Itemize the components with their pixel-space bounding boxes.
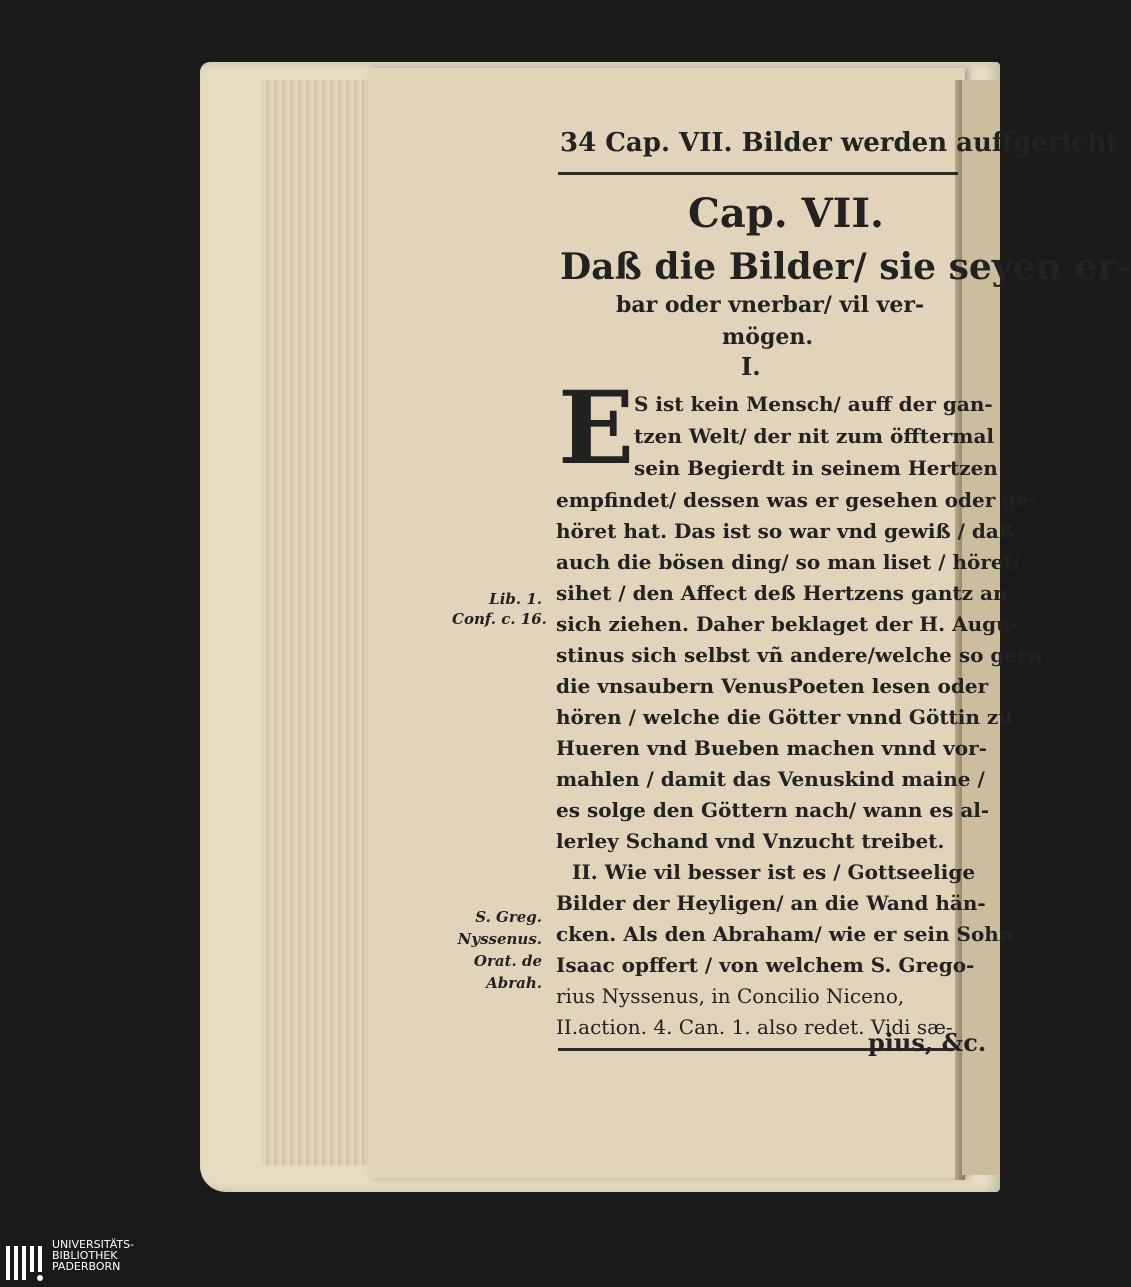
library-logo-mark-icon: [6, 1244, 46, 1284]
margin-note-2-line: Abrah.: [486, 974, 542, 992]
body-line: auch die bösen ding/ so man liset / höret/: [556, 550, 1021, 574]
chapter-title-line-2: bar oder vnerbar/ vil ver-: [616, 292, 925, 318]
body-line: cken. Als den Abraham/ wie er sein Sohn: [556, 922, 1014, 946]
drop-cap: E: [558, 369, 635, 487]
body-line: tzen Welt/ der nit zum öfftermal: [634, 424, 995, 448]
body-line: Hueren vnd Bueben machen vnnd vor-: [556, 736, 987, 760]
body-line: hören / welche die Götter vnnd Göttin zu: [556, 705, 1013, 729]
library-name: [52, 1239, 134, 1272]
body-line: empfindet/ dessen was er gesehen oder ge-: [556, 488, 1038, 512]
body-line: sich ziehen. Daher beklaget der H. Augu-: [556, 612, 1019, 636]
library-name-line: UNIVERSITÄTS-: [52, 1238, 135, 1251]
body-line: es solge den Göttern nach/ wann es al-: [556, 798, 990, 822]
running-header: 34 Cap. VII. Bilder werden auffgericht: [560, 128, 1119, 158]
chapter-heading: Cap. VII.: [688, 190, 884, 237]
body-line: Bilder der Heyligen/ an die Wand hän-: [556, 891, 986, 915]
chapter-title-line-3: mögen.: [722, 324, 813, 350]
body-line: mahlen / damit das Venuskind maine /: [556, 767, 985, 791]
section-numeral: I.: [741, 352, 761, 381]
body-line: II.action. 4. Can. 1. also redet. Vidi sæ-: [556, 1015, 953, 1039]
body-line: sihet / den Affect deß Hertzens gantz an: [556, 581, 1008, 605]
margin-note-2-line: S. Greg.: [475, 908, 542, 926]
page-edges: [262, 80, 382, 1165]
body-line: stinus sich selbst vñ andere/welche so gern: [556, 643, 1043, 667]
margin-note-2-line: Nyssenus.: [457, 930, 542, 948]
header-rule: [558, 172, 958, 175]
margin-note-1-line: Conf. c. 16.: [452, 610, 547, 628]
margin-note-1-line: Lib. 1.: [489, 590, 542, 608]
body-line: Isaac opffert / von welchem S. Grego-: [556, 953, 975, 977]
catchword: pius, &c.: [868, 1028, 987, 1057]
body-line: S ist kein Mensch/ auff der gan-: [634, 392, 993, 416]
body-line: die vnsaubern VenusPoeten lesen oder: [556, 674, 989, 698]
chapter-title-line-1: Daß die Bilder/ sie seyen er-: [560, 246, 1131, 288]
body-line: rius Nyssenus, in Concilio Niceno,: [556, 984, 905, 1008]
body-line: höret hat. Das ist so war vnd gewiß / daß: [556, 519, 1015, 543]
body-line: sein Begierdt in seinem Hertzen: [634, 456, 998, 480]
library-name-line: BIBLIOTHEK: [52, 1249, 118, 1262]
margin-note-2-line: Orat. de: [473, 952, 542, 970]
body-line: lerley Schand vnd Vnzucht treibet.: [556, 829, 945, 853]
library-name-line: PADERBORN: [52, 1260, 121, 1273]
body-line: II. Wie vil besser ist es / Gottseelige: [572, 860, 976, 884]
